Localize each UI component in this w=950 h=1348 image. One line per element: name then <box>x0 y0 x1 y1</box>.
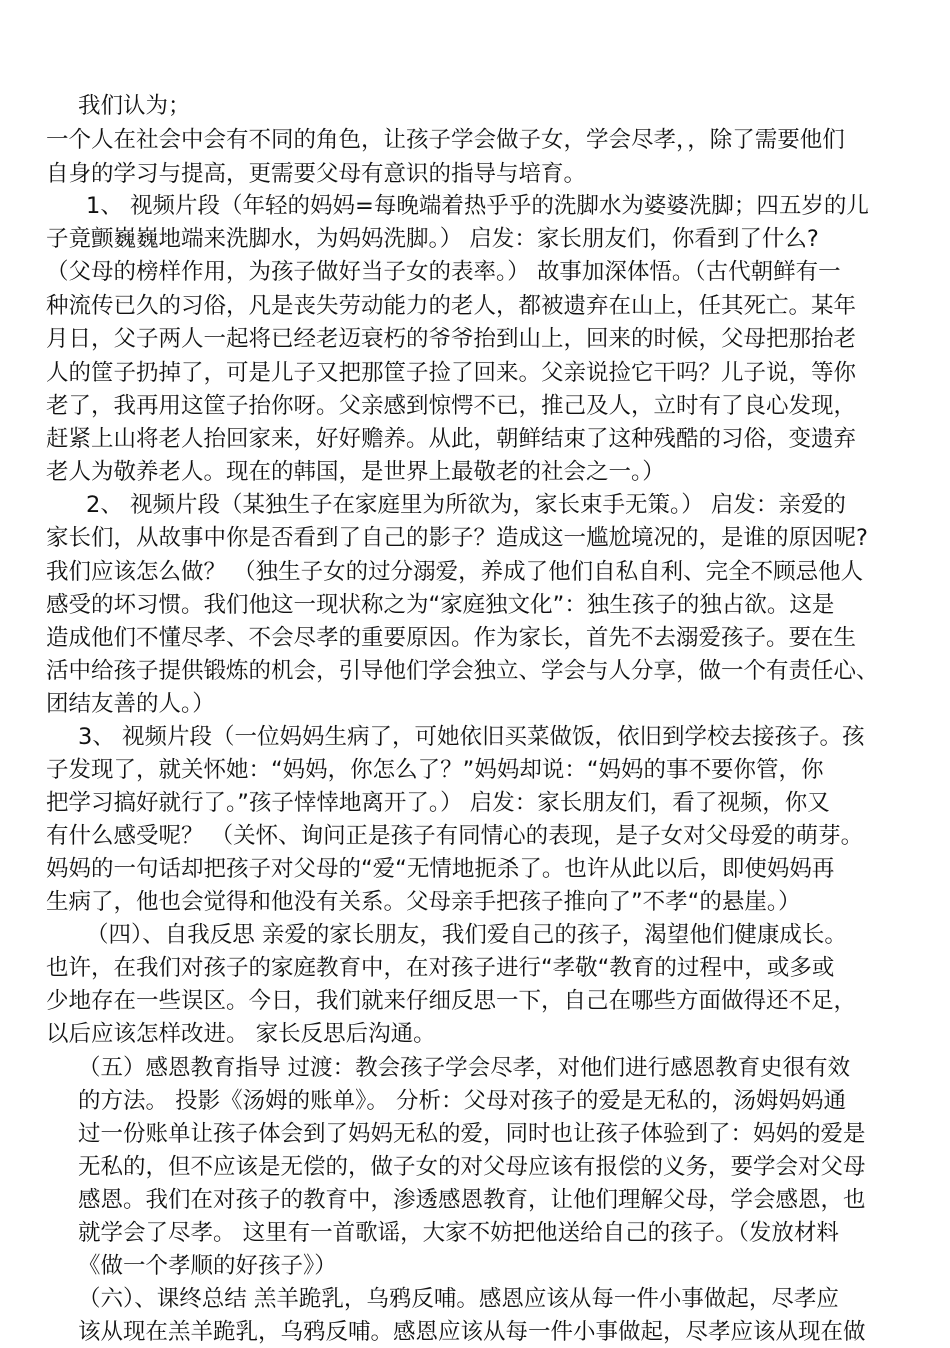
text-line: （父母的榜样作用，为孩子做好当子女的表率。） 故事加深体悟。（古代朝鲜有一 <box>46 259 841 285</box>
text-line: 该从现在羔羊跪乳，乌鸦反哺。感恩应该从每一件小事做起，尽孝应该从现在做 <box>78 1319 866 1345</box>
text-line: 少地存在一些误区。今日，我们就来仔细反思一下，自己在哪些方面做得还不足， <box>46 988 857 1014</box>
text-line: 有什么感受呢？ （关怀、询问正是孩子有同情心的表现，是子女对父母爱的萌芽。 <box>46 823 864 849</box>
text-line: 人的筐子扔掉了，可是儿子又把那筐子捡了回来。父亲说捡它干吗？儿子说，等你 <box>46 360 857 386</box>
text-line: 生病了，他也会觉得和他没有关系。父母亲手把孩子推向了”不孝“的悬崖。） <box>46 889 801 915</box>
text-line: 3、 视频片段（一位妈妈生病了，可她依旧买菜做饭，依旧到学校去接孩子。孩 <box>78 724 865 750</box>
text-line: 赶紧上山将老人抬回家来，好好赡养。从此，朝鲜结束了这种残酷的习俗，变遗弃 <box>46 426 857 452</box>
text-line: 造成他们不懂尽孝、不会尽孝的重要原因。作为家长，首先不去溺爱孩子。要在生 <box>46 625 857 651</box>
text-line: 妈妈的一句话却把孩子对父母的“爱“无情地扼杀了。也许从此以后，即使妈妈再 <box>46 856 835 882</box>
text-line: 《做一个孝顺的好孩子》） <box>78 1253 337 1279</box>
text-line: 感恩。我们在对孩子的教育中，渗透感恩教育，让他们理解父母，学会感恩，也 <box>78 1187 866 1213</box>
text-line: 子竟颤巍巍地端来洗脚水，为妈妈洗脚。） 启发：家长朋友们，你看到了什么? <box>46 226 819 252</box>
text-line: 无私的，但不应该是无偿的，做子女的对父母应该有报偿的义务，要学会对父母 <box>78 1154 866 1180</box>
text-line: 我们应该怎么做？ （独生子女的过分溺爱，养成了他们自私自利、完全不顾忌他人 <box>46 559 864 585</box>
text-line: 就学会了尽孝。 这里有一首歌谣，大家不妨把他送给自己的孩子。（发放材料 <box>78 1220 839 1246</box>
text-line: 的方法。 投影《汤姆的账单》。 分析：父母对孩子的爱是无私的，汤姆妈妈通 <box>78 1088 847 1114</box>
text-line: 也许，在我们对孩子的家庭教育中，在对孩子进行“孝敬“教育的过程中，或多或 <box>46 955 835 981</box>
text-line: 以后应该怎样改进。 家长反思后沟通。 <box>46 1021 436 1047</box>
text-line: 过一份账单让孩子体会到了妈妈无私的爱，同时也让孩子体验到了：妈妈的爱是 <box>78 1121 866 1147</box>
text-line: 2、 视频片段（某独生子在家庭里为所欲为，家长束手无策。） 启发：亲爱的 <box>86 492 846 518</box>
text-line: （五）感恩教育指导 过渡：教会孩子学会尽孝，对他们进行感恩教育史很有效 <box>78 1055 851 1081</box>
text-line: 团结友善的人。） <box>46 691 215 717</box>
text-line: 种流传已久的习俗，凡是丧失劳动能力的老人，都被遗弃在山上，任其死亡。某年 <box>46 293 857 319</box>
text-line: 活中给孩子提供锻炼的机会，引导他们学会独立、学会与人分享，做一个有责任心、 <box>46 658 879 684</box>
text-line: 老了，我再用这筐子抬你呀。父亲感到惊愕不已，推己及人，立时有了良心发现， <box>46 393 857 419</box>
text-line: 老人为敬养老人。现在的韩国，是世界上最敬老的社会之一。） <box>46 459 665 485</box>
text-line: 自身的学习与提高，更需要父母有意识的指导与培育。 <box>46 161 587 187</box>
text-line: 月日，父子两人一起将已经老迈衰朽的爷爷抬到山上，回来的时候，父母把那抬老 <box>46 326 857 352</box>
text-line: 家长们，从故事中你是否看到了自己的影子？造成这一尴尬境况的，是谁的原因呢? <box>46 525 868 551</box>
text-line: 感受的坏习惯。我们他这一现状称之为“家庭独文化”：独生孩子的独占欲。这是 <box>46 592 835 618</box>
text-line: 1、 视频片段（年轻的妈妈=每晚端着热乎乎的洗脚水为婆婆洗脚；四五岁的儿 <box>86 193 869 219</box>
text-line: 一个人在社会中会有不同的角色，让孩子学会做子女，学会尽孝，，除了需要他们 <box>46 127 845 153</box>
text-line: 把学习搞好就行了。”孩子悻悻地离开了。） 启发：家长朋友们，看了视频，你又 <box>46 790 830 816</box>
text-line: 子发现了，就关怀她：“妈妈，你怎么了？”妈妈却说：“妈妈的事不要你管，你 <box>46 757 824 783</box>
text-line: 我们认为； <box>78 93 191 119</box>
text-line: （六）、课终总结 羔羊跪乳，乌鸦反哺。感恩应该从每一件小事做起，尽孝应 <box>78 1286 839 1312</box>
text-line: （四）、自我反思 亲爱的家长朋友，我们爱自己的孩子，渴望他们健康成长。 <box>86 922 847 948</box>
